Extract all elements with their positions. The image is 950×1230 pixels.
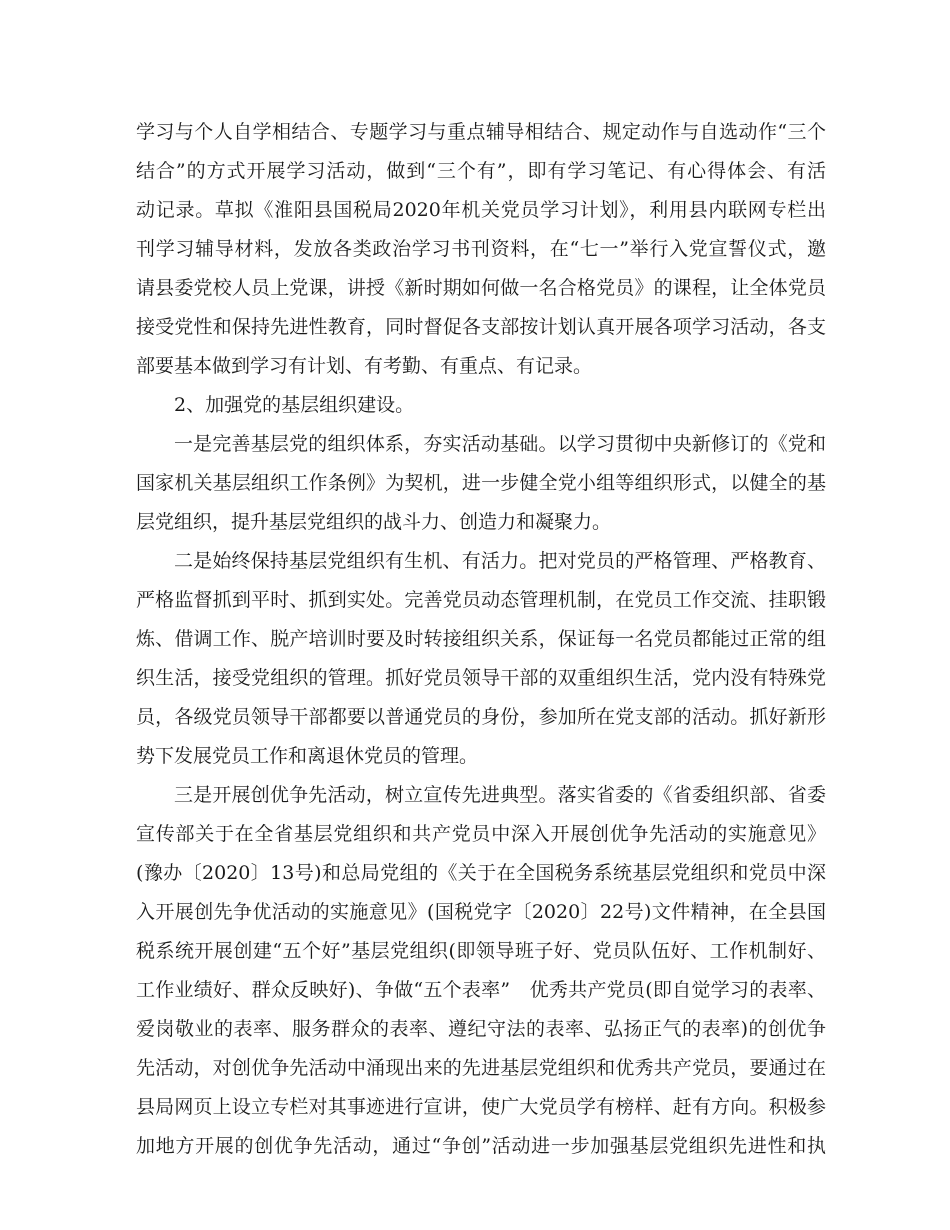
body-line-12: 二是始终保持基层党组织有生机、有活力。把对党员的严格管理、严格教育、: [174, 550, 826, 572]
body-line-19: 宣传部关于在全省基层党组织和共产党员中深入开展创优争先活动的实施意见》: [136, 823, 826, 845]
body-line-18: 三是开展创优争先活动，树立宣传先进典型。落实省委的《省委组织部、省委: [174, 784, 826, 806]
body-line-21: 入开展创先争优活动的实施意见》(国税党字〔2020〕22号)文件精神，在全县国: [136, 901, 826, 923]
body-line-22: 税系统开展创建“五个好”基层党组织(即领导班子好、党员队伍好、工作机制好、: [136, 940, 826, 962]
body-line-20: (豫办〔2020〕13号)和总局党组的《关于在全国税务系统基层党组织和党员中深: [136, 862, 826, 884]
body-line-10: 国家机关基层组织工作条例》为契机，进一步健全党小组等组织形式，以健全的基: [136, 472, 826, 494]
body-line-14: 炼、借调工作、脱产培训时要及时转接组织关系，保证每一名党员都能过正常的组: [136, 628, 826, 650]
body-line-13: 严格监督抓到平时、抓到实处。完善党员动态管理机制，在党员工作交流、挂职锻: [136, 589, 826, 611]
body-line-23: 工作业绩好、群众反映好)、争做“五个表率” 优秀共产党员(即自觉学习的表率、: [136, 979, 826, 1001]
body-line-9: 一是完善基层党的组织体系，夯实活动基础。以学习贯彻中央新修订的《党和: [174, 433, 826, 455]
document-body: [136, 113, 826, 1166]
body-line-11: 层党组织，提升基层党组织的战斗力、创造力和凝聚力。: [136, 511, 612, 533]
body-line-5: 请县委党校人员上党课，讲授《新时期如何做一名合格党员》的课程，让全体党员: [136, 277, 826, 299]
body-line-4: 刊学习辅导材料，发放各类政治学习书刊资料，在“七一”举行入党宣誓仪式，邀: [136, 238, 826, 260]
body-line-1: 学习与个人自学相结合、专题学习与重点辅导相结合、规定动作与自选动作“三个: [136, 121, 826, 143]
body-line-25: 先活动，对创优争先活动中涌现出来的先进基层党组织和优秀共产党员，要通过在: [136, 1057, 826, 1079]
body-line-16: 员，各级党员领导干部都要以普通党员的身份，参加所在党支部的活动。抓好新形: [136, 706, 826, 728]
body-line-6: 接受党性和保持先进性教育，同时督促各支部按计划认真开展各项学习活动，各支: [136, 316, 826, 338]
body-line-26: 县局网页上设立专栏对其事迹进行宣讲，使广大党员学有榜样、赶有方向。积极参: [136, 1096, 826, 1118]
section-heading-2: 2、加强党的基层组织建设。: [174, 394, 415, 416]
body-line-7: 部要基本做到学习有计划、有考勤、有重点、有记录。: [136, 355, 593, 377]
body-line-27: 加地方开展的创优争先活动，通过“争创”活动进一步加强基层党组织先进性和执: [136, 1135, 826, 1157]
body-line-17: 势下发展党员工作和离退休党员的管理。: [136, 745, 479, 767]
body-line-3: 动记录。草拟《淮阳县国税局2020年机关党员学习计划》，利用县内联网专栏出: [136, 199, 826, 221]
body-line-24: 爱岗敬业的表率、服务群众的表率、遵纪守法的表率、弘扬正气的表率)的创优争: [136, 1018, 826, 1040]
body-line-15: 织生活，接受党组织的管理。抓好党员领导干部的双重组织生活，党内没有特殊党: [136, 667, 826, 689]
body-line-2: 结合”的方式开展学习活动，做到“三个有”，即有学习笔记、有心得体会、有活: [136, 160, 826, 182]
